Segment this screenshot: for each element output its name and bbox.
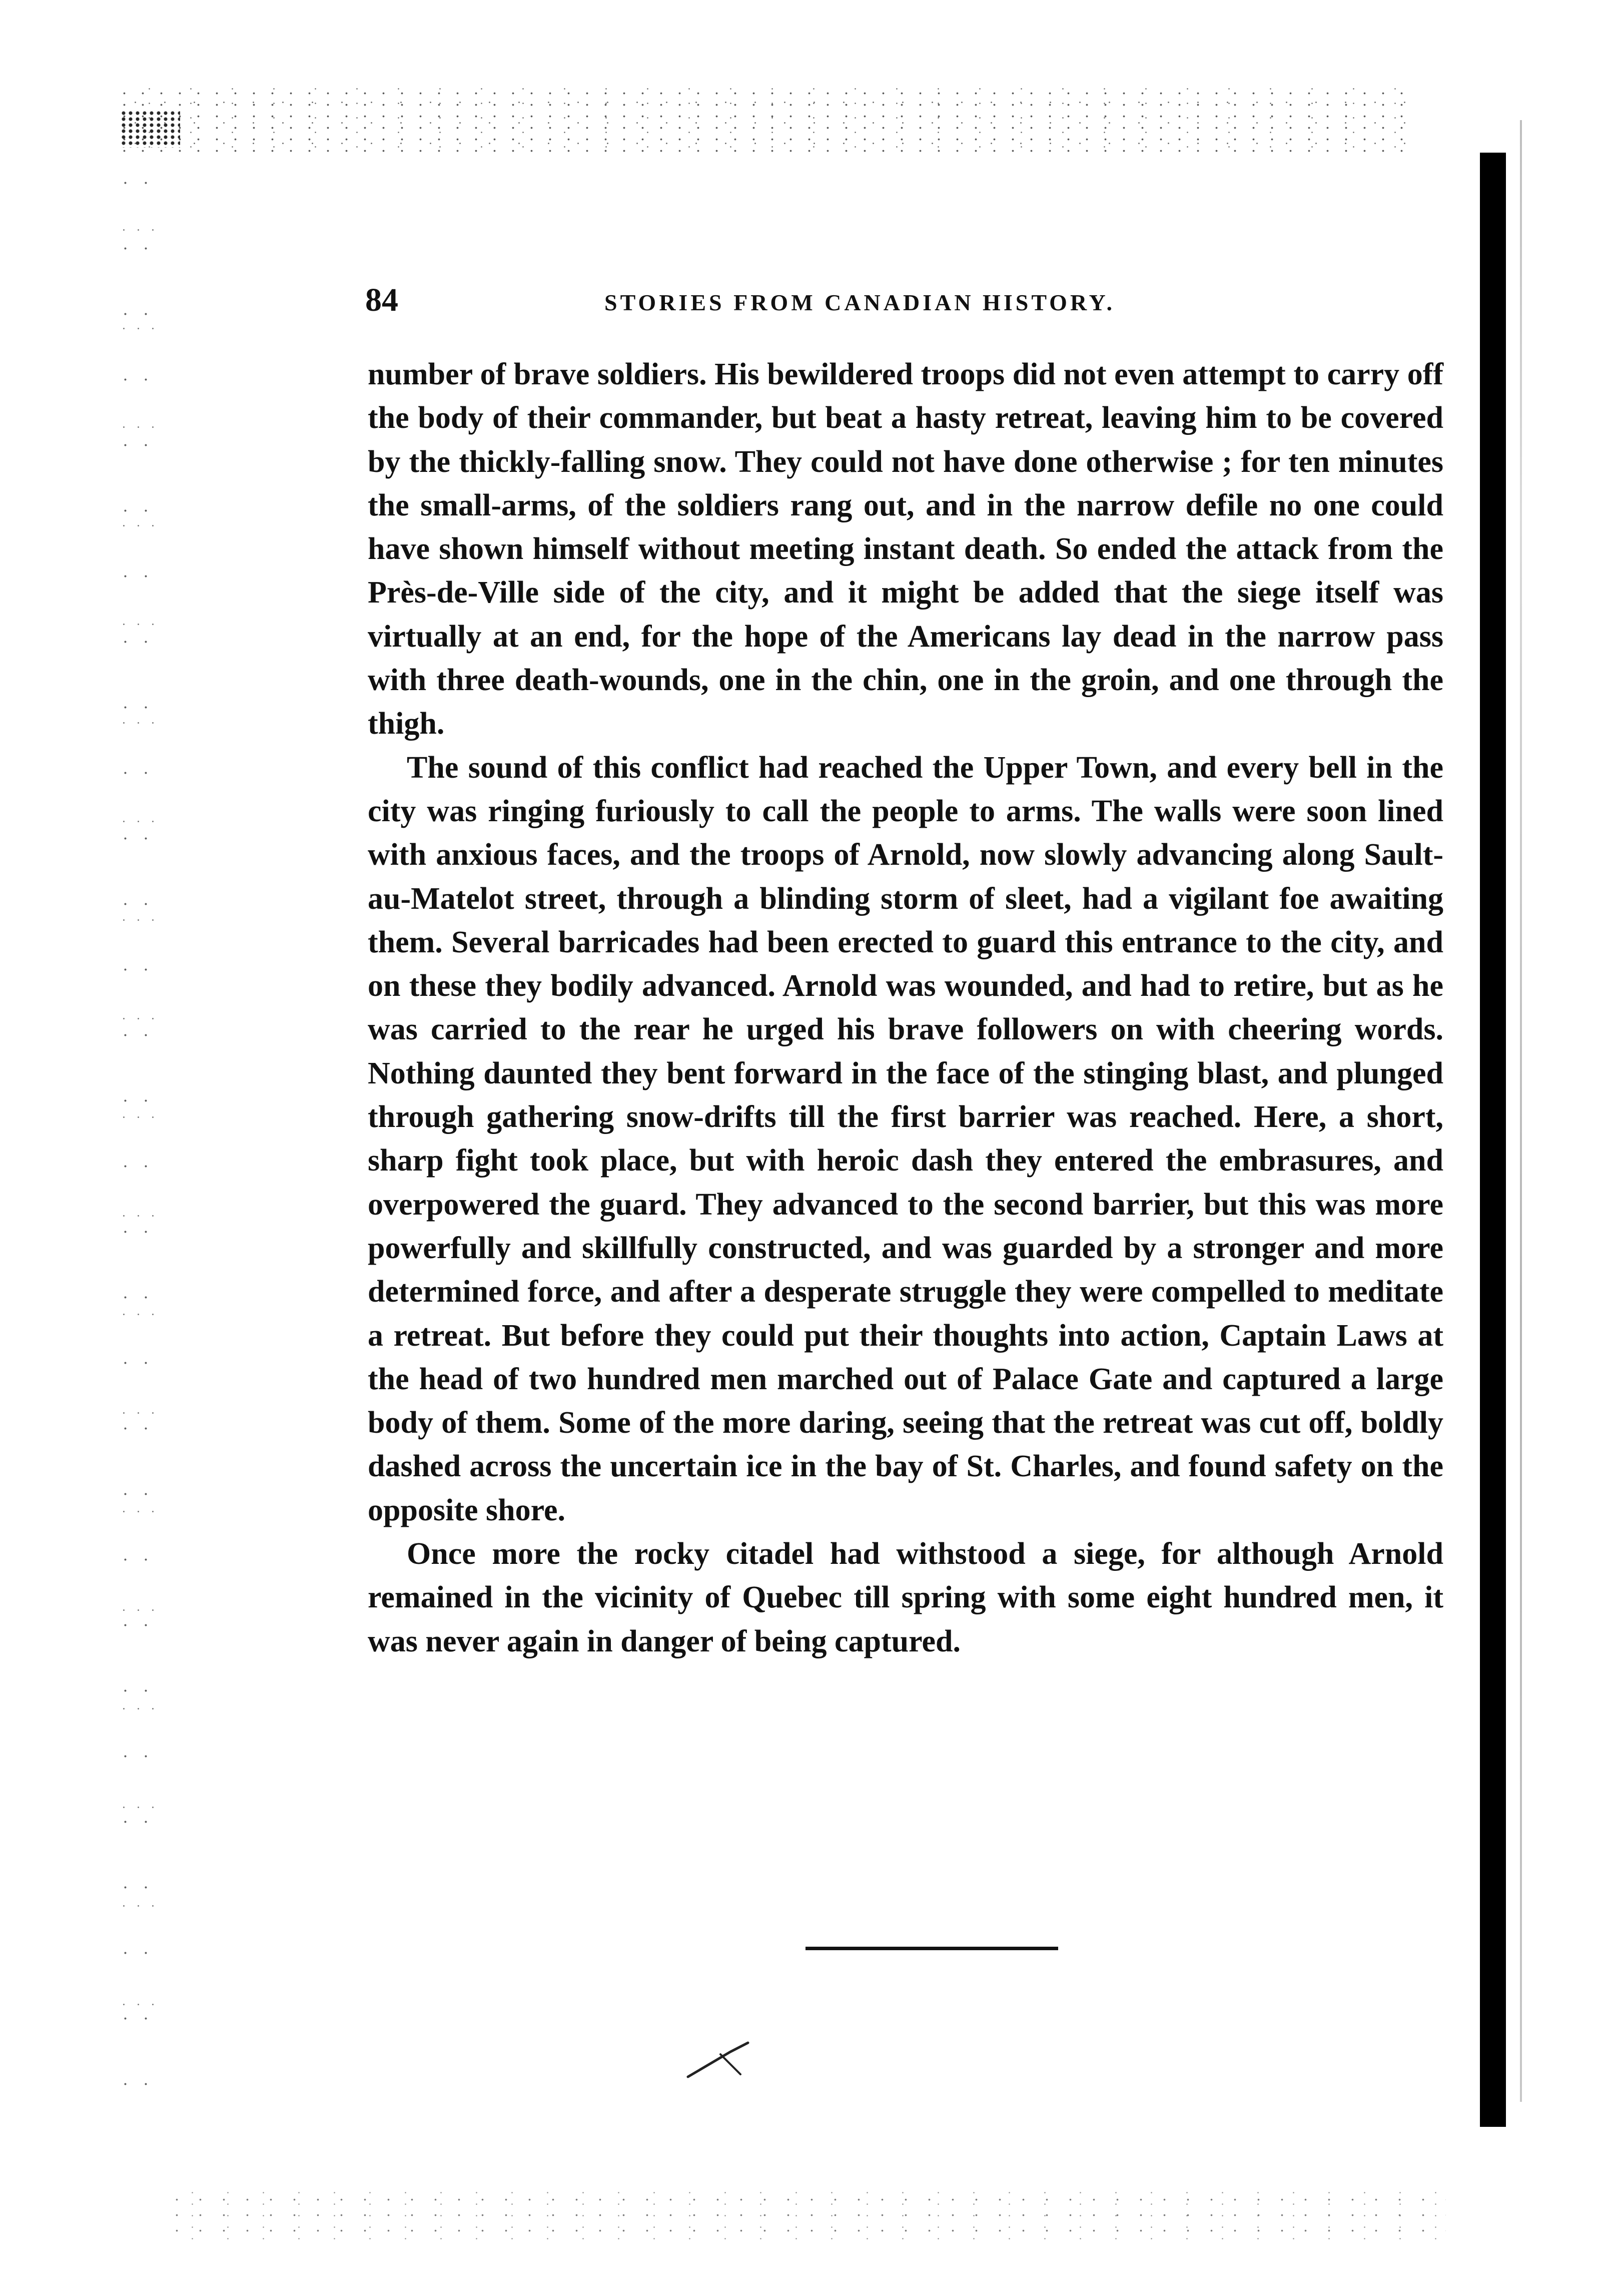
paragraph-2: The sound of this conflict had reached the Upper Town, and every bell in the city was ringing furiously to call the people to arms. The walls were soon lined with anxious faces, and the troops of Arnold, now slowly advancing along Sault-au-Matelot street, through a blinding storm of sleet, had a vigilant foe awaiting them. Several barricades had been erected to guard this entrance to the city, and on these they bodily advanced. Arnold was wounded, and had to retire, but as he was carried to the rear he urged his brave followers on with cheering words. Nothing daunted they bent forward in the face of the stinging blast, and plunged through gathering snow-drifts till the first barrier was reached. Here, a short, sharp fight took place, but with heroic dash they entered the embrasures, and overpowered the guard. They advanced to the second barrier, but this was more powerfully and skillfully constructed, and was guarded by a stronger and more determined force, and after a desperate struggle they were compelled to meditate a retreat. But before they could put their thoughts into action, Captain Laws at the head of two hundred men marched out of Palace Gate and captured a large body of them. Some of the more daring, seeing that the retreat was cut off, boldly dashed across the uncertain ice in the bay of St. Charles, and found safety on the opposite shore.: [368, 750, 1443, 1527]
section-end-rule: [805, 1947, 1058, 1950]
body-text: [368, 353, 1443, 1663]
page-number: 84: [365, 282, 398, 318]
scan-noise-left: [113, 150, 158, 2102]
paragraph-3: Once more the rocky citadel had withstood a siege, for although Arnold remained in the vicinity of Quebec till spring with some eight hundred men, it was never again in danger of being captured.: [368, 1537, 1443, 1658]
scan-noise-top: [115, 88, 1416, 158]
paragraph-1: number of brave soldiers. His bewildered troops did not even attempt to carry off the body of their commander, but beat a hasty retreat, leaving him to be covered by the thickly-falling snow. They could not have done otherwise ; for ten minutes the small-arms, of the soldiers rang out, and in the narrow defile no one could have shown himself without meeting instant death. So ended the attack from the Près-de-Ville side of the city, and it might be added that the siege itself was virtually at an end, for the hope of the Americans lay dead in the narrow pass with three death-wounds, one in the chin, one in the groin, and one through the thigh.: [368, 357, 1443, 741]
page-edge-shadow: [1520, 120, 1522, 2102]
scan-noise-bottom: [165, 2192, 1446, 2242]
page-header: [365, 281, 1476, 321]
running-head: STORIES FROM CANADIAN HISTORY.: [604, 290, 1116, 315]
binding-shadow-bar: [1480, 153, 1506, 2127]
pen-mark: [685, 2037, 750, 2082]
scan-noise-top-corner: [120, 110, 180, 148]
